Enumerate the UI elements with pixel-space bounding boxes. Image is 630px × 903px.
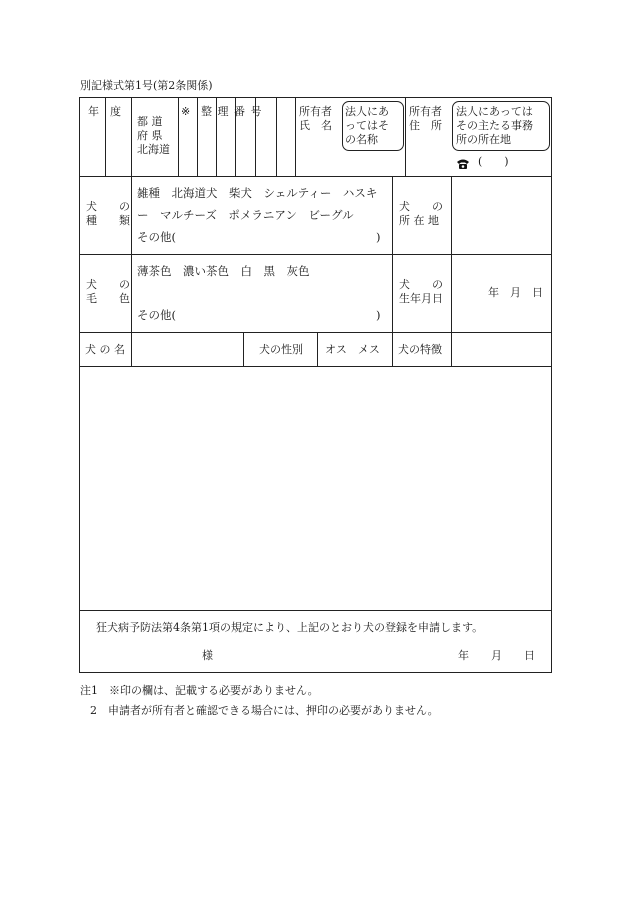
row-divider: [79, 610, 552, 611]
color-options-line-1: 薄茶色 濃い茶色 白 黒 灰色: [137, 264, 310, 278]
dog-features-label: 犬の特徴: [398, 343, 442, 356]
location-label-line-1: 犬 の: [399, 200, 443, 213]
header-col-divider: [276, 97, 277, 177]
dog-sex-label: 犬の性別: [259, 343, 303, 356]
birth-label-line-1: 犬 の: [399, 278, 443, 291]
breed-options-line-1: 雑種 北海道犬 柴犬 シェルティー ハスキ: [137, 186, 378, 200]
breed-other-label: その他(: [137, 230, 176, 244]
prefecture-label-line-1: 都 道: [137, 115, 163, 128]
owner-name-label-line-1: 所有者: [299, 105, 332, 118]
note-1: 注1 ※印の欄は、記載する必要がありません。: [80, 684, 319, 697]
name-row-divider: [317, 332, 318, 367]
row-divider: [79, 332, 552, 333]
location-label-line-2: 所 在 地: [399, 214, 439, 227]
prefecture-label-line-2: 府 県: [137, 129, 163, 142]
dog-sex-options: オス メス: [325, 343, 380, 356]
owner-address-label-line-2: 住 所: [409, 119, 442, 132]
header-col-divider: [178, 97, 179, 177]
row-divider: [79, 176, 552, 177]
application-statement: 狂犬病予防法第4条第1項の規定により、上記のとおり犬の登録を申請します。: [96, 621, 484, 634]
label-col-divider: [451, 176, 452, 333]
name-row-divider: [131, 332, 132, 367]
table-border-bottom: [79, 672, 552, 673]
application-date: 年 月 日: [458, 649, 535, 662]
address-corp-note-line-2: その主たる事務: [456, 119, 533, 132]
name-row-divider: [243, 332, 244, 367]
birth-label-line-2: 生年月日: [399, 292, 443, 305]
year-label: 年 度: [88, 105, 121, 118]
name-row-divider: [451, 332, 452, 367]
owner-corp-note-line-1: 法人にあ: [345, 105, 389, 118]
table-border-top: [79, 97, 552, 98]
address-corp-note-line-3: 所の所在地: [456, 133, 511, 146]
breed-label-line-1: 犬 の: [86, 200, 130, 213]
phone-parens: ( ): [478, 155, 509, 168]
owner-corp-note-line-3: の名称: [345, 133, 378, 146]
color-label-line-2: 毛 色: [86, 292, 130, 305]
label-col-divider: [131, 176, 132, 333]
header-col-divider: [131, 97, 132, 177]
row-divider: [79, 254, 552, 255]
breed-options-line-2: ー マルチーズ ポメラニアン ビーグル: [137, 208, 354, 222]
breed-other-close: ): [376, 230, 381, 244]
address-corp-note-line-1: 法人にあっては: [456, 105, 533, 118]
breed-label-line-2: 種 類: [86, 214, 130, 227]
dog-name-label: 犬 の 名: [85, 343, 125, 356]
color-other-label: その他(: [137, 308, 176, 322]
owner-corp-note-line-2: ってはそ: [345, 119, 389, 132]
form-title: 別記様式第1号(第2条関係): [80, 79, 213, 92]
label-col-divider: [392, 176, 393, 333]
owner-name-label-line-2: 氏 名: [299, 119, 332, 132]
reference-number-label: 整 理 番 号: [201, 105, 263, 118]
header-col-divider: [295, 97, 296, 177]
prefecture-label-line-3: 北海道: [137, 143, 170, 156]
header-col-divider: [197, 97, 198, 177]
phone-icon: [456, 155, 470, 167]
owner-address-label-line-1: 所有者: [409, 105, 442, 118]
birth-date-placeholder: 年 月 日: [488, 286, 543, 299]
reference-mark: ※: [181, 105, 191, 118]
applicant-honorific: 様: [202, 649, 213, 662]
table-border-right: [551, 97, 552, 673]
note-2: 2 申請者が所有者と確認できる場合には、押印の必要がありません。: [90, 704, 439, 717]
color-label-line-1: 犬 の: [86, 278, 130, 291]
header-col-divider: [405, 97, 406, 177]
color-other-close: ): [376, 308, 381, 322]
name-row-divider: [392, 332, 393, 367]
features-blank-area: [80, 367, 551, 610]
